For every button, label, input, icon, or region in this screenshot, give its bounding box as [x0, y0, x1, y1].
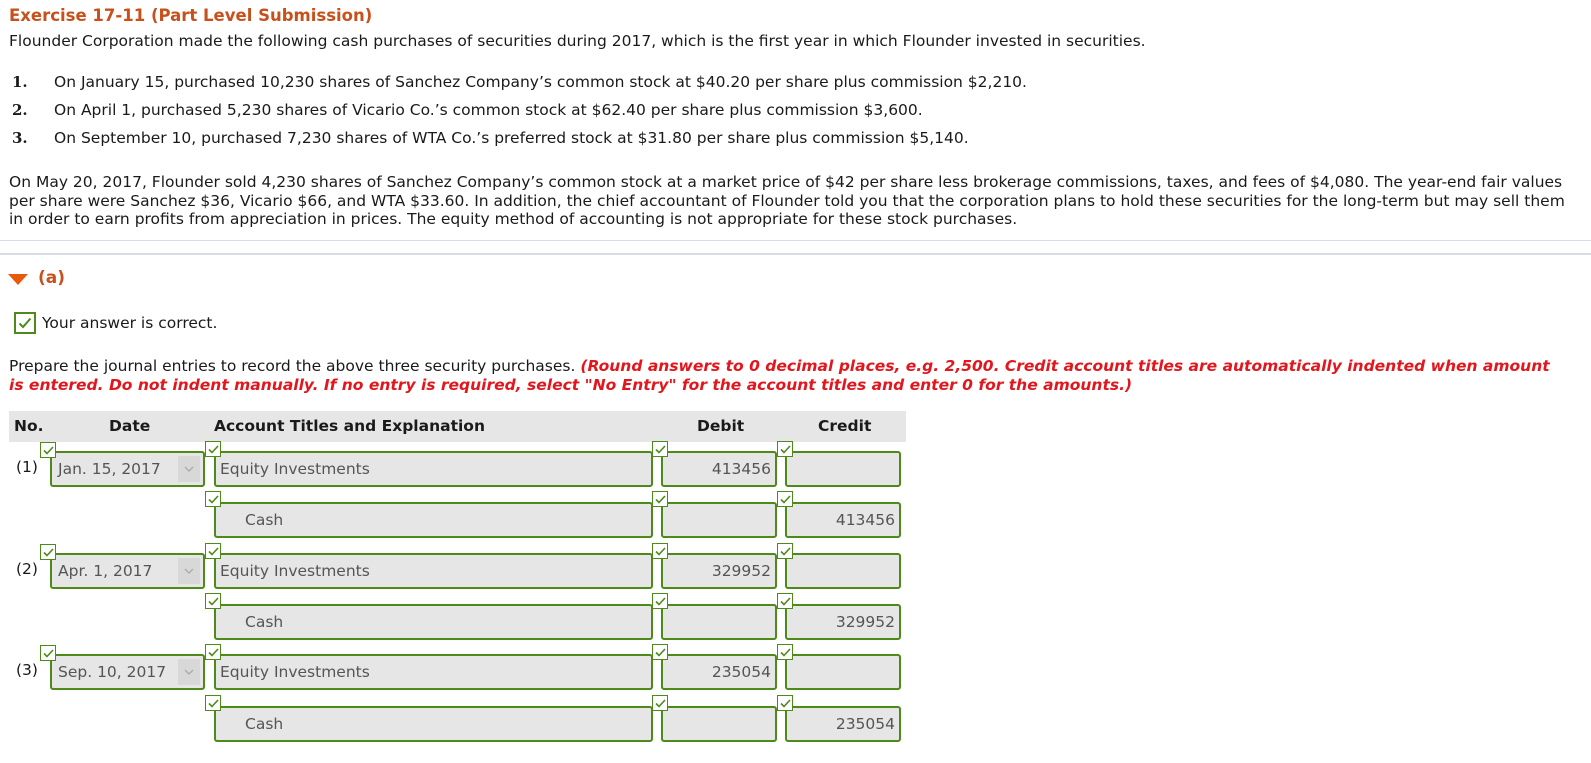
instruction-text: Prepare the journal entries to record the above three security purchases. — [9, 357, 576, 375]
credit-input[interactable] — [785, 654, 901, 690]
check-icon — [40, 645, 56, 661]
header-no: No. — [14, 417, 44, 435]
divider — [0, 240, 1591, 241]
check-icon — [777, 593, 793, 609]
header-date: Date — [109, 417, 151, 435]
debit-input[interactable] — [661, 451, 777, 487]
divider — [0, 253, 1591, 255]
table-header — [9, 411, 906, 442]
part-a-toggle[interactable] — [8, 268, 65, 288]
credit-value: 329952 — [835, 613, 895, 631]
account-title-input[interactable] — [214, 706, 653, 742]
date-value: Jan. 15, 2017 — [58, 460, 161, 478]
debit-input[interactable] — [661, 654, 777, 690]
account-title-input[interactable] — [214, 604, 653, 640]
account-value: Equity Investments — [220, 460, 370, 478]
account-value: Cash — [245, 613, 284, 631]
caret-down-icon — [8, 274, 28, 285]
check-icon — [205, 491, 221, 507]
credit-value: 413456 — [835, 511, 895, 529]
check-icon — [777, 695, 793, 711]
list-item — [12, 100, 1027, 128]
date-select[interactable] — [50, 451, 205, 487]
instructions — [9, 357, 1569, 394]
account-title-input[interactable] — [214, 502, 653, 538]
check-icon — [652, 441, 668, 457]
credit-input[interactable] — [785, 706, 901, 742]
check-icon — [777, 491, 793, 507]
credit-input[interactable] — [785, 451, 901, 487]
debit-input[interactable] — [661, 706, 777, 742]
list-item — [12, 72, 1027, 100]
list-item — [12, 128, 1027, 156]
check-icon — [205, 593, 221, 609]
entry-number: (1) — [16, 458, 38, 476]
account-value: Equity Investments — [220, 562, 370, 580]
date-select[interactable] — [50, 553, 205, 589]
header-credit: Credit — [818, 417, 872, 435]
credit-input[interactable] — [785, 553, 901, 589]
account-title-input[interactable] — [214, 654, 653, 690]
check-icon — [777, 441, 793, 457]
status-text: Your answer is correct. — [42, 314, 218, 332]
check-icon — [205, 543, 221, 559]
header-debit: Debit — [697, 417, 745, 435]
check-icon — [652, 644, 668, 660]
purchase-list — [12, 72, 1027, 156]
instruction-note: (Round answers to 0 decimal places, e.g. 2,500. Credit account titles are automatically indented when amount is entered. Do not indent manually. If no entry is required, select "No Entry" for the account titles and enter 0 for the amounts.) — [9, 357, 1550, 394]
chevron-down-icon[interactable] — [178, 558, 200, 584]
item-text: On September 10, purchased 7,230 shares of WTA Co.’s preferred stock at $31.80 per share plus commission $5,140. — [54, 129, 969, 147]
credit-input[interactable] — [785, 604, 901, 640]
item-number: 3. — [12, 129, 28, 147]
account-value: Equity Investments — [220, 663, 370, 681]
check-icon — [777, 644, 793, 660]
credit-value: 235054 — [835, 715, 895, 733]
account-title-input[interactable] — [214, 451, 653, 487]
entry-number: (2) — [16, 560, 38, 578]
entry-number: (3) — [16, 661, 38, 679]
debit-input[interactable] — [661, 604, 777, 640]
debit-value: 413456 — [711, 460, 771, 478]
part-label: (a) — [38, 268, 66, 288]
account-value: Cash — [245, 511, 284, 529]
answer-status — [14, 312, 217, 334]
debit-value: 329952 — [711, 562, 771, 580]
date-value: Apr. 1, 2017 — [58, 562, 153, 580]
checkmark-icon — [14, 312, 36, 334]
check-icon — [652, 593, 668, 609]
item-text: On January 15, purchased 10,230 shares of Sanchez Company’s common stock at $40.20 per share plus commission $2,210. — [54, 73, 1027, 91]
item-number: 2. — [12, 101, 28, 119]
exercise-title: Exercise 17-11 (Part Level Submission) — [9, 6, 373, 25]
account-value: Cash — [245, 715, 284, 733]
check-icon — [40, 442, 56, 458]
check-icon — [205, 695, 221, 711]
chevron-down-icon[interactable] — [178, 659, 200, 685]
header-account: Account Titles and Explanation — [214, 417, 485, 435]
check-icon — [652, 543, 668, 559]
item-text: On April 1, purchased 5,230 shares of Vicario Co.’s common stock at $62.40 per share plus commission $3,600. — [54, 101, 923, 119]
date-select[interactable] — [50, 654, 205, 690]
date-value: Sep. 10, 2017 — [58, 663, 167, 681]
chevron-down-icon[interactable] — [178, 456, 200, 482]
check-icon — [205, 441, 221, 457]
check-icon — [205, 644, 221, 660]
debit-input[interactable] — [661, 502, 777, 538]
check-icon — [40, 544, 56, 560]
debit-input[interactable] — [661, 553, 777, 589]
exercise-intro: Flounder Corporation made the following cash purchases of securities during 2017, which is the first year in which Flounder invested in securities. — [9, 32, 1146, 50]
account-title-input[interactable] — [214, 553, 653, 589]
check-icon — [652, 695, 668, 711]
check-icon — [652, 491, 668, 507]
check-icon — [777, 543, 793, 559]
item-number: 1. — [12, 73, 28, 91]
credit-input[interactable] — [785, 502, 901, 538]
debit-value: 235054 — [711, 663, 771, 681]
problem-paragraph: On May 20, 2017, Flounder sold 4,230 shares of Sanchez Company’s common stock at a market price of $42 per share less brokerage commissions, taxes, and fees of $4,080. The year-end fair values per share were Sanchez $36, Vicario $66, and WTA $33.60. In addition, the chief accountant of Flounder told you that the corporation plans to hold these securities for the long-term but may sell them in order to earn profits from appreciation in prices. The equity method of accounting is not appropriate for these stock purchases. — [9, 173, 1565, 228]
